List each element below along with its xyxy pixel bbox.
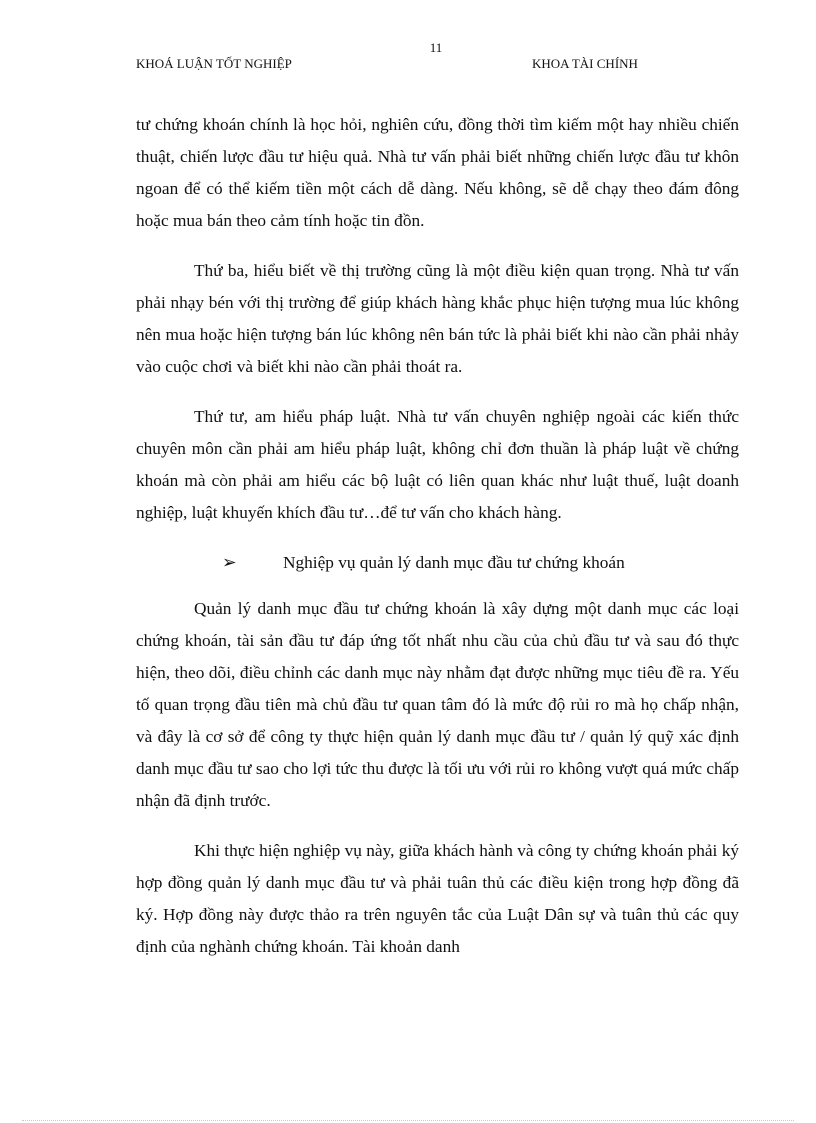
section-heading-text: Nghiệp vụ quản lý danh mục đầu tư chứng khoán <box>283 553 625 572</box>
paragraph-portfolio-management: Quản lý danh mục đầu tư chứng khoán là xây dựng một danh mục các loại chứng khoán, tài sản đầu tư đáp ứng tốt nhất nhu cầu của chủ đầu tư và sau đó thực hiện, theo dõi, điều chỉnh các danh mục này nhằm đạt được những mục tiêu đề ra. Yếu tố quan trọng đầu tiên mà chủ đầu tư quan tâm đó là mức độ rủi ro mà họ chấp nhận, và đây là cơ sở để công ty thực hiện quản lý danh mục đầu tư / quản lý quỹ xác định danh mục đầu tư sao cho lợi tức thu được là tối ưu với rủi ro không vượt quá mức chấp nhận đã định trước. <box>136 599 739 810</box>
header-left-title: KHOÁ LUẬN TỐT NGHIỆP <box>136 56 292 71</box>
document-body <box>136 109 739 981</box>
arrow-bullet-icon: ➢ <box>222 553 237 572</box>
paragraph-contract: Khi thực hiện nghiệp vụ này, giữa khách hành và công ty chứng khoán phải ký hợp đồng quản lý danh mục đầu tư và phải tuân thủ các điều kiện trong hợp đồng đã ký. Hợp đồng này được thảo ra trên nguyên tắc của Luật Dân sự và tuân thủ các quy định của nghành chứng khoán. Tài khoản danh <box>136 841 739 956</box>
header-right-title: KHOA TÀI CHÍNH <box>532 56 638 71</box>
section-heading <box>136 547 739 579</box>
page-number: 11 <box>429 40 443 55</box>
paragraph-continuation: tư chứng khoán chính là học hỏi, nghiên cứu, đồng thời tìm kiếm một hay nhiều chiến thuật, chiến lược đầu tư hiệu quả. Nhà tư vấn phải biết những chiến lược đầu tư khôn ngoan để có thể kiếm tiền một cách dễ dàng. Nếu không, sẽ dễ chạy theo đám đông hoặc mua bán theo cảm tính hoặc tin đồn. <box>136 115 739 230</box>
page-bottom-divider <box>22 1120 794 1121</box>
paragraph-market-knowledge: Thứ ba, hiểu biết về thị trường cũng là một điều kiện quan trọng. Nhà tư vấn phải nhạy bén với thị trường để giúp khách hàng khắc phục hiện tượng mua lúc không nên mua hoặc hiện tượng bán lúc không nên bán tức là phải biết khi nào cần phải nhảy vào cuộc chơi và biết khi nào cần phải thoát ra. <box>136 261 739 376</box>
paragraph-legal-knowledge: Thứ tư, am hiểu pháp luật. Nhà tư vấn chuyên nghiệp ngoài các kiến thức chuyên môn cần phải am hiểu pháp luật, không chỉ đơn thuần là pháp luật về chứng khoán mà còn phải am hiểu các bộ luật có liên quan khác như luật thuế, luật doanh nghiệp, luật khuyến khích đầu tư…để tư vấn cho khách hàng. <box>136 407 739 522</box>
